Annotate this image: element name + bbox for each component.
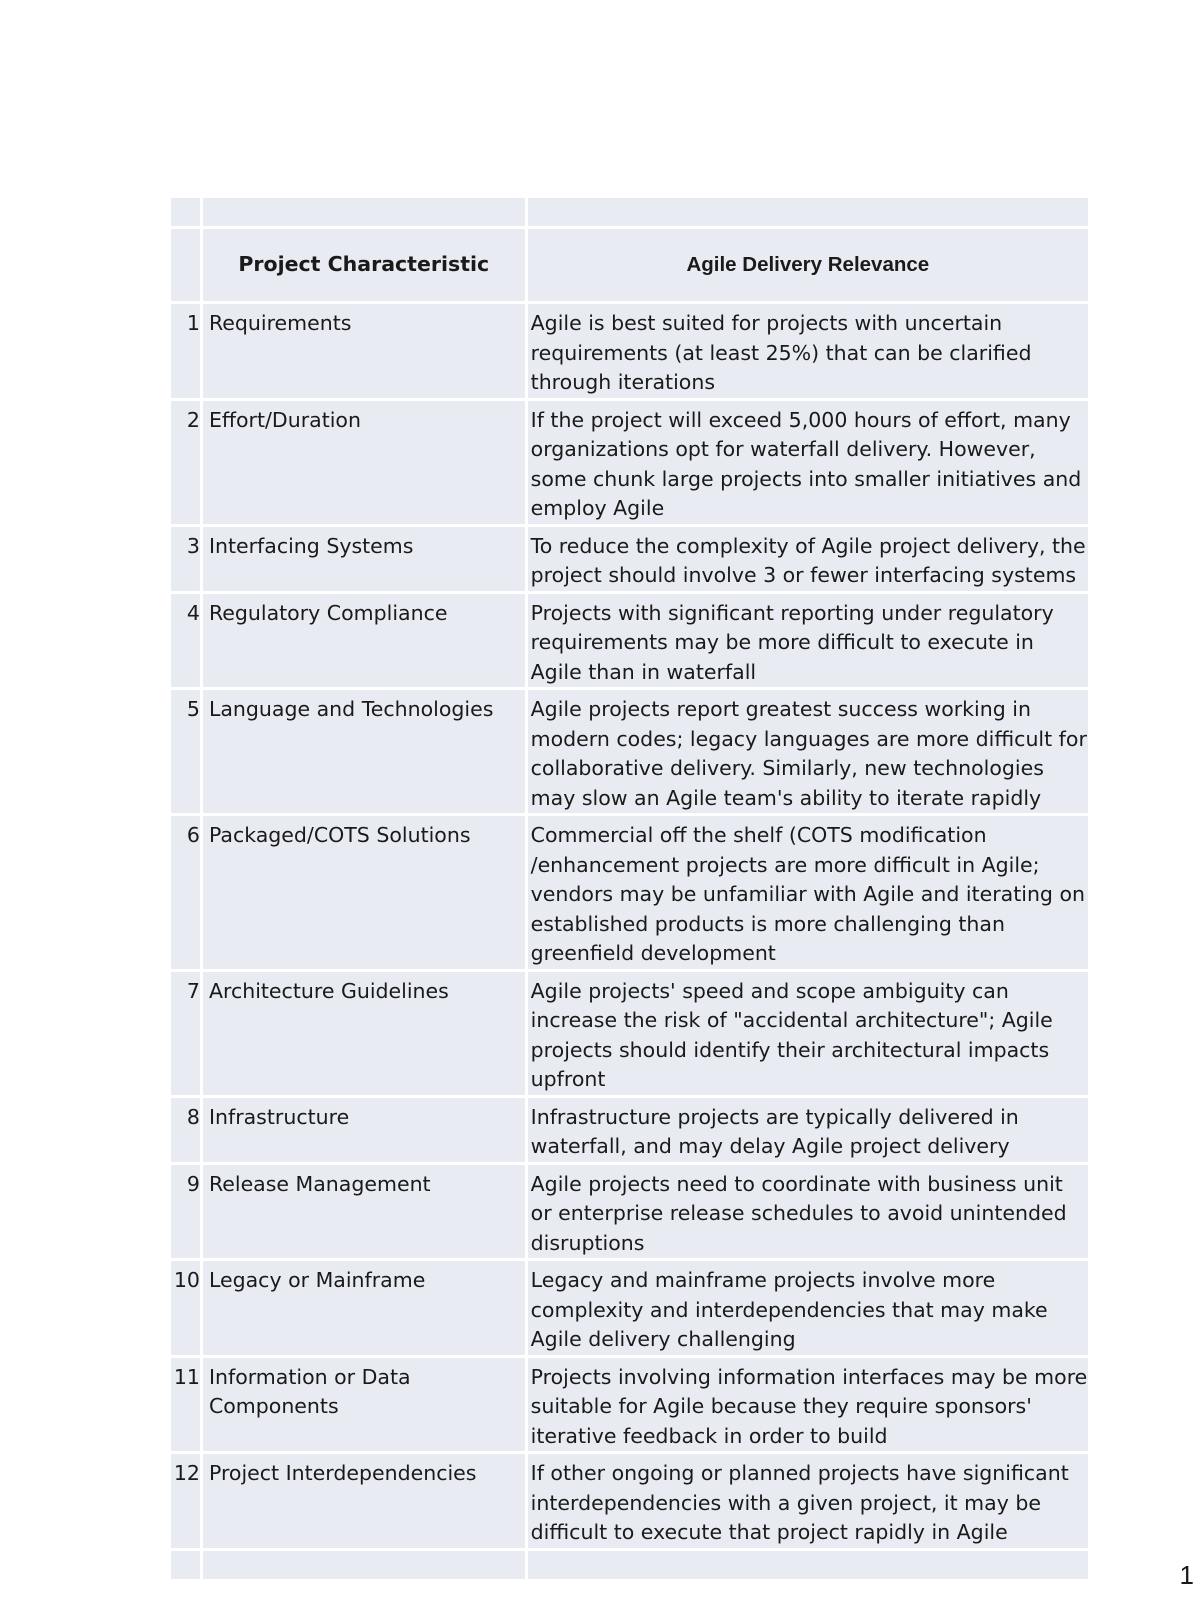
table-row: [171, 816, 1088, 972]
row-number: 12: [171, 1454, 203, 1551]
row-relevance: If the project will exceed 5,000 hours of effort, many organizations opt for waterfall delivery. However, some chunk large projects into smaller initiatives and employ Agile: [528, 401, 1088, 527]
row-characteristic: Regulatory Compliance: [203, 594, 528, 691]
row-characteristic: Language and Technologies: [203, 690, 528, 816]
row-relevance: Agile projects report greatest success working in modern codes; legacy languages are more difficult for collaborative delivery. Similarly, new technologies may slow an Agile team's ability to iterate rapidly: [528, 690, 1088, 816]
table-row: [171, 690, 1088, 816]
agile-relevance-table: [171, 198, 1088, 1582]
top-spacer-row: [171, 198, 1088, 229]
row-relevance: To reduce the complexity of Agile project delivery, the project should involve 3 or fewer interfacing systems: [528, 527, 1088, 594]
row-characteristic: Release Management: [203, 1165, 528, 1262]
row-relevance: Projects involving information interfaces may be more suitable for Agile because they require sponsors' iterative feedback in order to build: [528, 1358, 1088, 1455]
header-row: [171, 229, 1088, 304]
table-row: [171, 1358, 1088, 1455]
row-number: 7: [171, 972, 203, 1098]
table-row: [171, 1454, 1088, 1551]
row-number: 3: [171, 527, 203, 594]
row-relevance: Infrastructure projects are typically delivered in waterfall, and may delay Agile project delivery: [528, 1098, 1088, 1165]
header-relevance: Agile Delivery Relevance: [528, 229, 1088, 304]
table-row: [171, 972, 1088, 1098]
table-row: [171, 1098, 1088, 1165]
table-row: [171, 1261, 1088, 1358]
table-body: [171, 198, 1088, 1582]
row-number: 1: [171, 304, 203, 401]
table-row: [171, 1165, 1088, 1262]
row-relevance: Projects with significant reporting under regulatory requirements may be more difficult to execute in Agile than in waterfall: [528, 594, 1088, 691]
table-row: [171, 594, 1088, 691]
row-number: 2: [171, 401, 203, 527]
row-relevance: Legacy and mainframe projects involve more complexity and interdependencies that may make Agile delivery challenging: [528, 1261, 1088, 1358]
row-number: 5: [171, 690, 203, 816]
row-characteristic: Packaged/COTS Solutions: [203, 816, 528, 972]
row-characteristic: Interfacing Systems: [203, 527, 528, 594]
row-characteristic: Requirements: [203, 304, 528, 401]
row-relevance: If other ongoing or planned projects have significant interdependencies with a given project, it may be difficult to execute that project rapidly in Agile: [528, 1454, 1088, 1551]
row-relevance: Agile projects' speed and scope ambiguity can increase the risk of "accidental architecture"; Agile projects should identify their architectural impacts upfront: [528, 972, 1088, 1098]
row-characteristic: Architecture Guidelines: [203, 972, 528, 1098]
page-number: 1: [1179, 1560, 1194, 1590]
row-number: 9: [171, 1165, 203, 1262]
row-characteristic: Project Interdependencies: [203, 1454, 528, 1551]
row-characteristic: Legacy or Mainframe: [203, 1261, 528, 1358]
row-number: 10: [171, 1261, 203, 1358]
row-number: 8: [171, 1098, 203, 1165]
row-number: 6: [171, 816, 203, 972]
row-number: 11: [171, 1358, 203, 1455]
table-row: [171, 304, 1088, 401]
row-relevance: Agile projects need to coordinate with business unit or enterprise release schedules to avoid unintended disruptions: [528, 1165, 1088, 1262]
header-characteristic: Project Characteristic: [203, 229, 528, 304]
row-characteristic: Effort/Duration: [203, 401, 528, 527]
row-relevance: Agile is best suited for projects with uncertain requirements (at least 25%) that can be clarified through iterations: [528, 304, 1088, 401]
table-row: [171, 401, 1088, 527]
row-relevance: Commercial off the shelf (COTS modification /enhancement projects are more difficult in Agile; vendors may be unfamiliar with Agile and iterating on established products is more challenging than greenfield development: [528, 816, 1088, 972]
table-row: [171, 527, 1088, 594]
row-number: 4: [171, 594, 203, 691]
bottom-spacer-row: [171, 1551, 1088, 1582]
row-characteristic: Information or Data Components: [203, 1358, 528, 1455]
row-characteristic: Infrastructure: [203, 1098, 528, 1165]
